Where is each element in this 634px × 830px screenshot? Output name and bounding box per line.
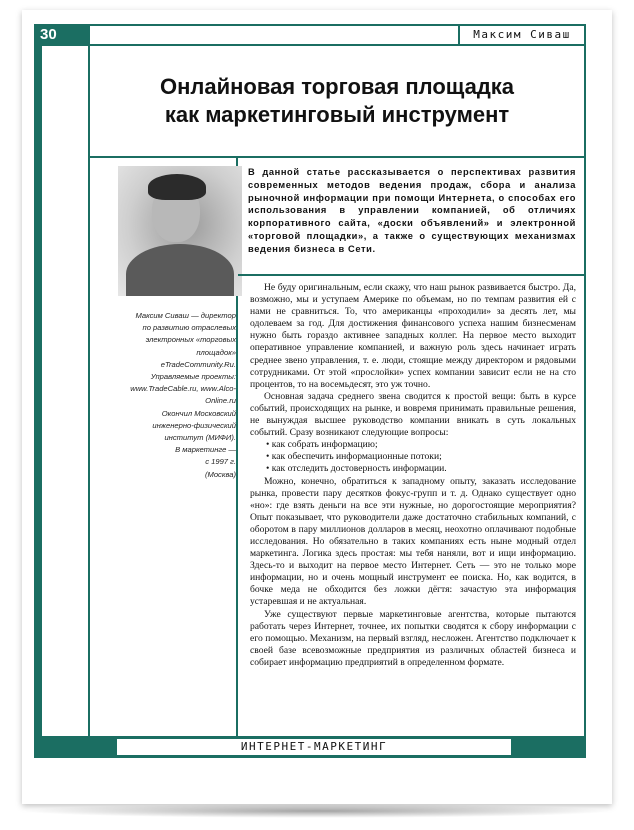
- bio-line: с 1997 г.: [205, 457, 236, 467]
- author-bio: [96, 310, 236, 481]
- left-decorative-stripe: [34, 46, 42, 736]
- bio-line: Управляемые проекты:: [150, 372, 236, 382]
- list-item: • как отследить достоверность информации.: [266, 463, 576, 475]
- magazine-page: [22, 10, 612, 804]
- bio-line: электронных «торговых: [145, 335, 236, 345]
- bio-line: www.TradeCable.ru, www.Alco-: [130, 384, 236, 394]
- bio-line: площадок»: [196, 347, 236, 357]
- title-block: [88, 46, 586, 158]
- bio-line: институт (МИФИ).: [164, 433, 236, 443]
- header-frame: [88, 24, 586, 46]
- bio-line: Максим Сиваш — директор: [135, 311, 236, 320]
- article-body: [238, 276, 586, 736]
- body-paragraph-4: Уже существуют первые маркетинговые агентства, которые пытаются работать через Интернет, точнее, их попытки сводятся к сбору информации с его помощью. Механизм, на первый взгляд, несложен. Агентство подключает к своей базе всевозможные предприятия из различных областей бизнеса и собирает информацию предприятий в определенном формате.: [250, 608, 576, 668]
- header-author: Максим Сиваш: [458, 26, 584, 44]
- bio-line: Online.ru: [205, 396, 236, 406]
- body-paragraph-2: Основная задача среднего звена сводится к простой вещи: быть в курсе событий, происходящих на рынке, и вовремя принимать правильные решения, не вынуждая высшее руководство компании вникать в суть локальных событий. Сразу возникают следующие вопросы:: [250, 390, 576, 439]
- bio-line: (Москва): [204, 469, 236, 479]
- bio-line: В маркетинге —: [175, 445, 236, 455]
- bio-line: Окончил Московский: [161, 408, 236, 418]
- list-item: • как обеспечить информационные потоки;: [266, 451, 576, 463]
- author-portrait-icon: [118, 166, 242, 296]
- bio-line: инженерно-физический: [152, 420, 236, 430]
- body-paragraph-3: Можно, конечно, обратиться к западному опыту, заказать исследование рынка, провести пару десятков фокус-групп и т. д. Однако существует одно «но»: где взять деньги на все эти нужные, но дорогостоящие мероприятия? Опыт показывает, что руководители даже достаточно стабильных компаний, с оборотом в пару миллионов долларов в месяц, неохотно оплачивают подобные исследования. Но обязательно в таких компаниях есть ныне модный отдел маркетинга. Логика здесь простая: мы тебя наняли, вот и ищи информацию. Здесь-то и выходит на первое место Интернет. Сеть — это не только море информации, но и очень мощный инструмент ее поиска. Но, как водится, в бочке меда не обходится без ложки дёгтя: зачастую эта информация устаревшая и не актуальная.: [250, 475, 576, 608]
- portrait-shoulders: [126, 244, 234, 296]
- footer-bar: [34, 736, 586, 758]
- body-paragraph-1: Не буду оригинальным, если скажу, что наш рынок развивается быстро. Да, возможно, мы и уступаем Америке по объемам, но по темпам развития ей с нами не сравниться. То, что американцы «проходили» за десять лет, мы одолеваем за год. Для достижения финансового успеха нашим бизнесменам нужно быть гораздо активнее западных коллег. На первое место выходит оперативное управление компанией, и важную роль здесь начинает играть среднее звено управления, т. е. люди, стоящие между директором и рядовыми сотрудниками. От этой «прослойки» успех компании зависит если не на сто процентов, то на восемьдесят, это уж точно.: [250, 282, 576, 390]
- page-shadow: [22, 804, 612, 818]
- title-line-2: как маркетинговый инструмент: [164, 102, 510, 127]
- portrait-hair: [148, 174, 206, 200]
- question-list: [250, 439, 576, 475]
- bio-line: по развитию отраслевых: [142, 323, 236, 333]
- bio-line: eTradeCommunity.Ru.: [160, 359, 236, 369]
- title-line-1: Онлайновая торговая площадка: [159, 74, 515, 99]
- article-title: [160, 73, 514, 129]
- page-number: 30: [34, 24, 88, 46]
- article-abstract: В данной статье рассказывается о перспективах развития современных методов ведения продаж, сбора и анализа рыночной информации при помощи Интернета, о способах его использования в управлении компанией, об отличиях корпоративного сайта, «доски объявлений» и электронной «торговой площадки», а также о существующих механизмах ведения бизнеса в Сети.: [238, 158, 586, 276]
- list-item: • как собрать информацию;: [266, 439, 576, 451]
- left-column: [88, 158, 238, 736]
- footer-section-title: ИНТЕРНЕТ-МАРКЕТИНГ: [116, 738, 512, 756]
